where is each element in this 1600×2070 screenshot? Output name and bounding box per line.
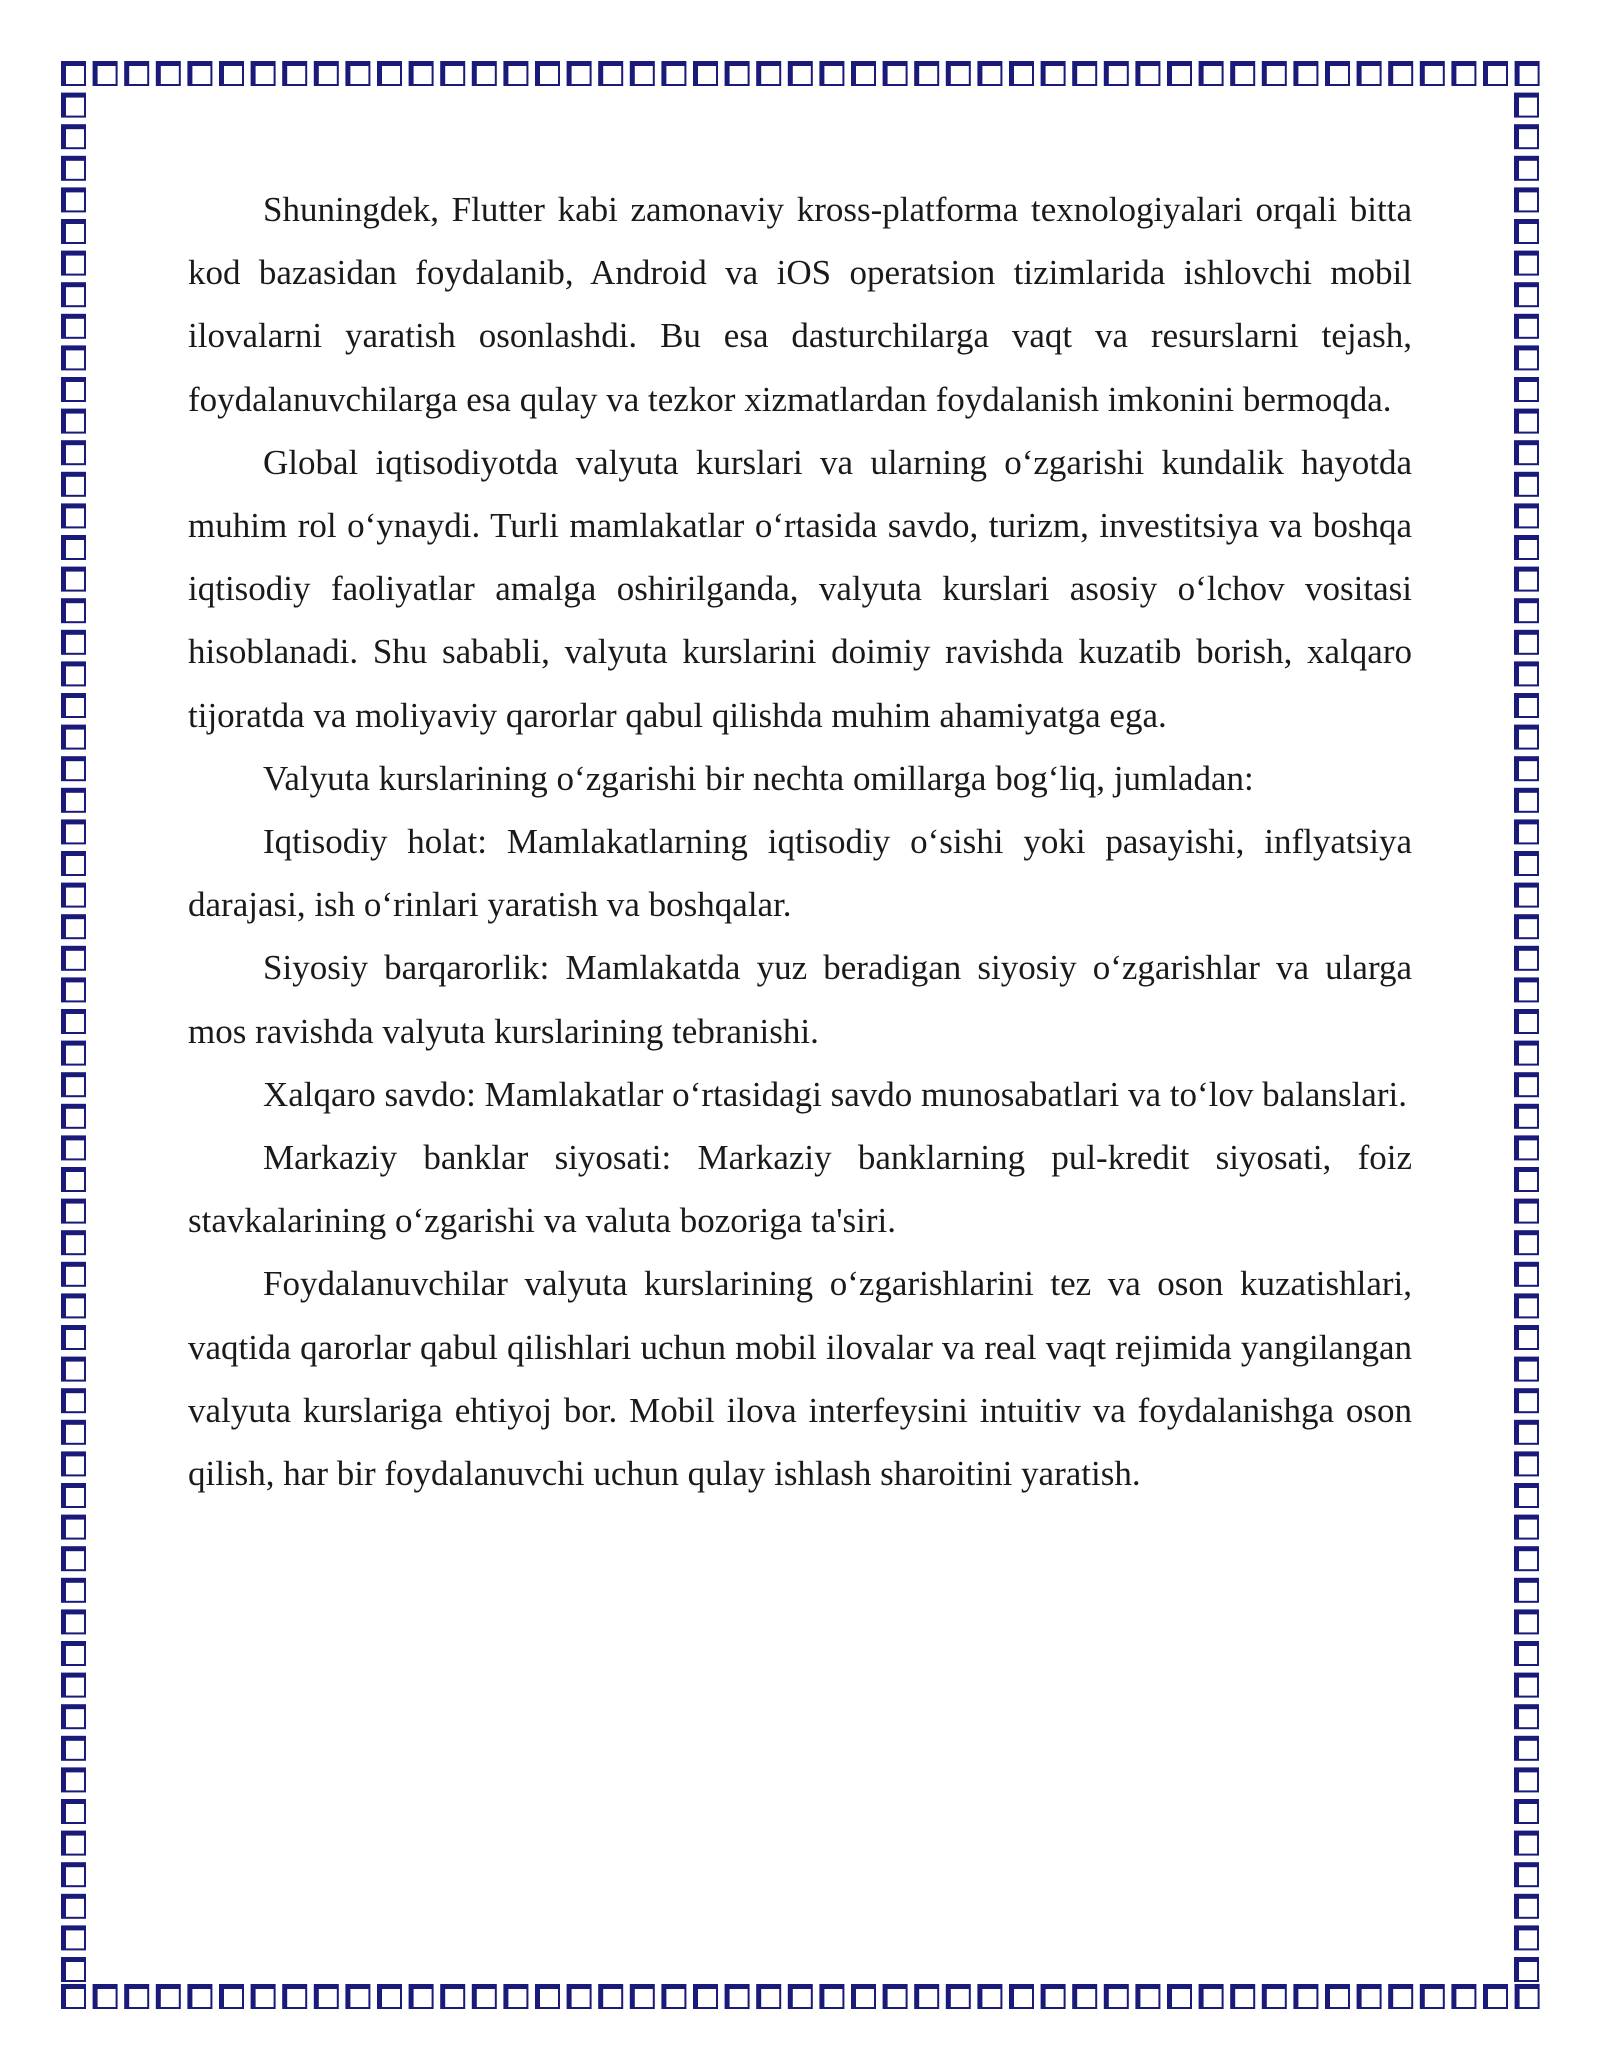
border-link-edge [62, 1421, 85, 1425]
border-link-edge [62, 1358, 85, 1362]
border-link-edge [62, 188, 85, 192]
border-link-edge [62, 1768, 85, 1772]
border-link-edge [410, 62, 433, 66]
border-link-edge [726, 62, 749, 66]
border-link-edge [1515, 1105, 1538, 1109]
border-link-edge [62, 1168, 85, 1172]
border-link-edge [1452, 1985, 1475, 1989]
border-link-edge [1263, 1985, 1286, 1989]
border-link-edge [62, 947, 85, 951]
border-link-edge [283, 62, 306, 66]
border-link-edge [62, 1705, 85, 1709]
border-link-edge [1073, 1985, 1096, 1989]
border-link-edge [1515, 157, 1538, 161]
border-link-edge [62, 662, 85, 666]
border-link-edge [915, 62, 938, 66]
border-link-edge [346, 1985, 369, 1989]
border-link-edge [62, 1294, 85, 1298]
border-link-edge [1200, 1985, 1223, 1989]
border-link-edge [1515, 410, 1538, 414]
border-link-edge [62, 1800, 85, 1804]
border-link-edge [536, 62, 559, 66]
border-link-edge [62, 220, 85, 224]
border-link-edge [852, 62, 875, 66]
border-link-edge [1515, 1547, 1538, 1551]
paragraph-global-economy: Global iqtisodiyotda valyuta kurslari va ularning o‘zgarishi kundalik hayotda muhim rol o‘ynaydi. Turli mamlakatlar o‘rtasida savdo, turizm, investitsiya va boshqa iqtisodiy faoliyatlar amalga oshirilganda, valyuta kurslari asosiy o‘lchov vositasi hisoblanadi. Shu sababli, valyuta kurslarini doimiy ravishda kuzatib borish, xalqaro tijoratda va moliyaviy qarorlar qabul qilishda muhim ahamiyatga ega. [188, 442, 1412, 735]
border-link-edge [1515, 947, 1538, 951]
border-link-edge [1200, 62, 1223, 66]
border-link-edge [1515, 757, 1538, 761]
border-link-edge [1010, 1985, 1033, 1989]
border-link-edge [1515, 1421, 1538, 1425]
border-link-edge [94, 62, 117, 66]
border-link-edge [1515, 1452, 1538, 1456]
paragraph-economic-state: Iqtisodiy holat: Mamlakatlarning iqtisodiy o‘sishi yoki pasayishi, inflyatsiya darajasi, ish o‘rinlari yaratish va boshqalar. [188, 822, 1412, 925]
border-link-edge [62, 1105, 85, 1109]
border-link-edge [62, 252, 85, 256]
border-link-edge [1515, 1389, 1538, 1393]
border-link-edge [62, 1010, 85, 1014]
border-link-edge [789, 1985, 812, 1989]
border-link-edge [1515, 789, 1538, 793]
border-link-edge [631, 1985, 654, 1989]
border-link-edge [820, 62, 843, 66]
border-link-edge [631, 62, 654, 66]
border-link-edge [1515, 884, 1538, 888]
border-link-edge [62, 473, 85, 477]
border-link-edge [220, 1985, 243, 1989]
border-link-edge [1136, 62, 1159, 66]
border-link-edge [62, 1042, 85, 1046]
border-link-edge [1515, 1010, 1538, 1014]
border-link-edge [378, 62, 401, 66]
border-link-edge [1515, 346, 1538, 350]
border-link-edge [978, 62, 1001, 66]
border-link-edge [1263, 62, 1286, 66]
border-link-edge [283, 1985, 306, 1989]
border-link-edge [1294, 62, 1317, 66]
border-link-edge [978, 1985, 1001, 1989]
border-link-edge [62, 1958, 85, 1962]
border-link-edge [1389, 1985, 1412, 1989]
border-link-edge [1515, 1579, 1538, 1583]
border-link-edge [62, 978, 85, 982]
border-link-edge [62, 915, 85, 919]
border-link-edge [62, 757, 85, 761]
border-link-edge [1105, 62, 1128, 66]
border-link-edge [568, 1985, 591, 1989]
border-link-edge [1515, 536, 1538, 540]
border-link-edge [1042, 62, 1065, 66]
border-link-edge [694, 1985, 717, 1989]
border-link-edge [62, 536, 85, 540]
border-link-edge [599, 1985, 622, 1989]
border-link-edge [947, 1985, 970, 1989]
border-link-edge [62, 694, 85, 698]
border-link-edge [125, 62, 148, 66]
border-link-edge [1515, 1136, 1538, 1140]
border-link-edge [884, 62, 907, 66]
border-link-edge [1515, 188, 1538, 192]
paragraph-central-banks: Markaziy banklar siyosati: Markaziy banklarning pul-kredit siyosati, foiz stavkalarining o‘zgarishi va valuta bozoriga ta'siri. [188, 1138, 1412, 1241]
border-link-edge [1515, 1042, 1538, 1046]
border-link-edge [1515, 1516, 1538, 1520]
border-link-edge [1073, 62, 1096, 66]
border-link-edge [1515, 94, 1538, 98]
border-link-edge [504, 1985, 527, 1989]
border-link-edge [62, 441, 85, 445]
border-link-edge [1515, 1863, 1538, 1867]
border-link-edge [315, 1985, 338, 1989]
paragraph-political-stability: Siyosiy barqarorlik: Mamlakatda yuz beradigan siyosiy o‘zgarishlar va ularga mos ravishda valyuta kurslarining tebranishi. [188, 948, 1412, 1051]
border-link-edge [1515, 1705, 1538, 1709]
border-link-edge [915, 1985, 938, 1989]
border-link-edge [1484, 62, 1507, 66]
border-link-edge [1421, 1985, 1444, 1989]
border-link-edge [1421, 62, 1444, 66]
border-link-edge [1515, 1926, 1538, 1930]
border-link-edge [1010, 62, 1033, 66]
border-link-edge [504, 62, 527, 66]
border-link-edge [599, 62, 622, 66]
border-link-edge [820, 1985, 843, 1989]
border-link-edge [62, 1832, 85, 1836]
border-link-edge [62, 504, 85, 508]
border-link-edge [1515, 1294, 1538, 1298]
border-link-edge [1515, 252, 1538, 256]
border-link-edge [757, 1985, 780, 1989]
border-link-edge [62, 1737, 85, 1741]
border-link-edge [62, 1263, 85, 1267]
border-link-edge [315, 62, 338, 66]
border-link-edge [62, 1516, 85, 1520]
border-link-edge [62, 346, 85, 350]
border-link-edge [62, 726, 85, 730]
border-link-edge [62, 1926, 85, 1930]
border-link-edge [1515, 220, 1538, 224]
border-link-edge [1515, 1358, 1538, 1362]
border-link-edge [1168, 62, 1191, 66]
border-link-edge [62, 1326, 85, 1330]
border-link-edge [1515, 852, 1538, 856]
border-link-edge [1136, 1985, 1159, 1989]
border-link-edge [1515, 125, 1538, 129]
border-link-edge [1515, 1610, 1538, 1614]
border-link-edge [1515, 1674, 1538, 1678]
border-link-edge [62, 789, 85, 793]
border-link-edge [188, 1985, 211, 1989]
border-link-edge [252, 1985, 275, 1989]
border-link-edge [1515, 1895, 1538, 1899]
border-link-edge [1105, 1985, 1128, 1989]
border-link-edge [1168, 1985, 1191, 1989]
border-link-edge [1515, 631, 1538, 635]
border-link-edge [1484, 1985, 1507, 1989]
border-link-edge [1042, 1985, 1065, 1989]
border-link-edge [62, 884, 85, 888]
border-link-edge [726, 1985, 749, 1989]
border-link-edge [62, 1200, 85, 1204]
border-link-edge [62, 1231, 85, 1235]
border-link-edge [1515, 315, 1538, 319]
document-body [188, 178, 1412, 1505]
border-link-edge [1515, 726, 1538, 730]
border-link-edge [1515, 1484, 1538, 1488]
border-link-edge [1515, 599, 1538, 603]
border-link-edge [789, 62, 812, 66]
border-link-edge [662, 1985, 685, 1989]
border-link-edge [125, 1985, 148, 1989]
border-link-edge [1515, 1326, 1538, 1330]
border-link-edge [62, 1863, 85, 1867]
border-link-edge [536, 1985, 559, 1989]
border-link-edge [852, 1985, 875, 1989]
border-link-edge [94, 1985, 117, 1989]
border-link-edge [62, 1895, 85, 1899]
border-link-edge [884, 1985, 907, 1989]
border-link-edge [410, 1985, 433, 1989]
border-link-edge [1515, 1073, 1538, 1077]
paragraph-factors-intro: Valyuta kurslarining o‘zgarishi bir nechta omillarga bog‘liq, jumladan: [263, 758, 1254, 798]
border-link-edge [62, 410, 85, 414]
border-link-edge [1515, 1642, 1538, 1646]
border-link-edge [62, 1547, 85, 1551]
paragraph-international-trade: Xalqaro savdo: Mamlakatlar o‘rtasidagi savdo munosabatlari va to‘lov balanslari. [263, 1074, 1407, 1114]
border-link-edge [1515, 915, 1538, 919]
border-link-edge [1515, 694, 1538, 698]
border-link-edge [694, 62, 717, 66]
border-link-edge [1515, 1200, 1538, 1204]
border-link-edge [1515, 820, 1538, 824]
border-link-edge [1515, 378, 1538, 382]
border-link-edge [1515, 662, 1538, 666]
border-link-edge [1515, 1958, 1538, 1962]
border-link-edge [1231, 1985, 1254, 1989]
border-link-edge [441, 62, 464, 66]
border-link-edge [1515, 441, 1538, 445]
border-link-edge [157, 62, 180, 66]
border-link-edge [1515, 1768, 1538, 1772]
border-link-edge [1515, 978, 1538, 982]
border-link-edge [1515, 473, 1538, 477]
border-link-edge [62, 94, 85, 98]
border-link-edge [441, 1985, 464, 1989]
border-link-edge [62, 1484, 85, 1488]
border-link-edge [1515, 1832, 1538, 1836]
border-link-edge [62, 820, 85, 824]
border-link-edge [62, 1985, 85, 1989]
border-link-edge [662, 62, 685, 66]
border-link-edge [1452, 62, 1475, 66]
border-link-edge [757, 62, 780, 66]
border-link-edge [1515, 1231, 1538, 1235]
border-link-edge [473, 1985, 496, 1989]
border-link-edge [220, 62, 243, 66]
border-link-edge [1515, 1737, 1538, 1741]
border-link-edge [62, 283, 85, 287]
border-link-edge [62, 1674, 85, 1678]
border-link-edge [157, 1985, 180, 1989]
border-link-edge [62, 1452, 85, 1456]
border-link-edge [1516, 62, 1539, 66]
border-link-edge [378, 1985, 401, 1989]
border-link-edge [1515, 504, 1538, 508]
border-link-edge [568, 62, 591, 66]
border-link-edge [1358, 1985, 1381, 1989]
border-link-edge [62, 1136, 85, 1140]
border-link-edge [1515, 1168, 1538, 1172]
border-link-edge [62, 1642, 85, 1646]
border-link-edge [1358, 62, 1381, 66]
border-link-edge [346, 62, 369, 66]
border-link-edge [62, 125, 85, 129]
border-link-edge [473, 62, 496, 66]
border-link-edge [252, 62, 275, 66]
border-link-edge [62, 852, 85, 856]
border-link-edge [62, 631, 85, 635]
border-link-edge [62, 1389, 85, 1393]
border-link-edge [62, 378, 85, 382]
border-link-edge [1515, 568, 1538, 572]
border-link-edge [62, 62, 85, 66]
border-link-edge [1389, 62, 1412, 66]
border-link-edge [1231, 62, 1254, 66]
border-link-edge [62, 568, 85, 572]
border-link-edge [1516, 1985, 1539, 1989]
border-link-edge [947, 62, 970, 66]
border-link-edge [1515, 283, 1538, 287]
paragraph-users-need: Foydalanuvchilar valyuta kurslarining o‘zgarishlarini tez va oson kuzatishlari, vaqtida qarorlar qabul qilishlari uchun mobil ilovalar va real vaqt rejimida yangilangan valyuta kurslariga ehtiyoj bor. Mobil ilova interfeysini intuitiv va foydalanishga oson qilish, har bir foydalanuvchi uchun qulay ishlash sharoitini yaratish. [188, 1264, 1412, 1494]
border-link-edge [62, 1073, 85, 1077]
border-link-edge [62, 1579, 85, 1583]
border-link-edge [62, 1610, 85, 1614]
border-link-edge [1326, 1985, 1349, 1989]
border-link-edge [1294, 1985, 1317, 1989]
border-link-edge [62, 315, 85, 319]
border-link-edge [1515, 1800, 1538, 1804]
border-link-edge [62, 157, 85, 161]
paragraph-flutter: Shuningdek, Flutter kabi zamonaviy kross-platforma texnologiyalari orqali bitta kod bazasidan foydalanib, Android va iOS operatsion tizimlarida ishlovchi mobil ilovalarni yaratish osonlashdi. Bu esa dasturchilarga vaqt va resurslarni tejash, foydalanuvchilarga esa qulay va tezkor xizmatlardan foydalanish imkonini bermoqda. [188, 190, 1412, 419]
border-link-edge [1326, 62, 1349, 66]
border-link-edge [188, 62, 211, 66]
border-link-edge [1515, 1263, 1538, 1267]
border-link-edge [62, 599, 85, 603]
